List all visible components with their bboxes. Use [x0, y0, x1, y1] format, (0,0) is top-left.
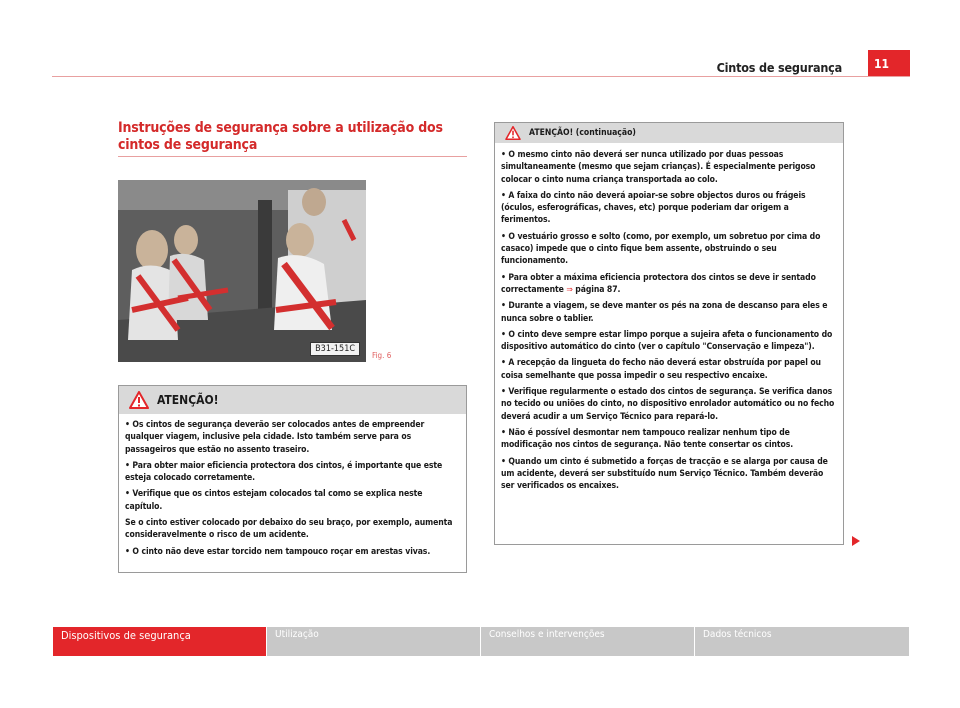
warning-item: • Não é possível desmontar nem tampouco realizar nenhum tipo de modificação nos cintos de segurança. Não tente consertar os cintos.: [501, 427, 794, 451]
warning-continued-header: [495, 123, 843, 143]
page-reference-arrow-icon: ⇒: [566, 284, 573, 295]
warning-item: • Quando um cinto é submetido a forças de tracção e se alarga por causa de um acidente, deverá ser substituído num Serviço Técnico. Também deverão ser verificados os encaixes.: [501, 456, 828, 492]
warning-item: • Verifique regularmente o estado dos cintos de segurança. Se verifica danos no tecido ou uniões do cinto, no dispositivo enrolador automático ou no fecho deverá acudir a um Serviço Técnico para repará-lo.: [501, 387, 835, 422]
warning-triangle-icon: [129, 391, 149, 409]
footer-tab-advice[interactable]: Conselhos e intervenções: [481, 627, 694, 656]
warning-item: Se o cinto estiver colocado por debaixo do seu braço, por exemplo, aumenta consideravelmente o risco de um acidente.: [125, 518, 453, 541]
warning-header: [119, 386, 466, 414]
warning-item-text: • Para obter a máxima eficiencia protectora dos cintos se deve ir sentado correctamente: [501, 272, 816, 295]
figure-caption: Fig. 6: [372, 351, 392, 360]
warning-title: ATENÇÃO!: [157, 393, 219, 407]
warning-continued-title: ATENÇÃO! (continuação): [529, 128, 636, 138]
warning-item: • Os cintos de segurança deverão ser colocados antes de empreender qualquer viagem, inclusive pela cidade. Isto também serve para os passageiros que estão no assento traseiro.: [125, 420, 425, 455]
figure-code: B31-151C: [310, 342, 360, 356]
warning-item: • O cinto deve sempre estar limpo porque a sujeira afeta o funcionamento do dispositivo automático do cinto (ver o capítulo "Conservação e limpeza").: [501, 329, 833, 353]
page-number: 11: [868, 50, 910, 77]
footer-tab-technical-data[interactable]: Dados técnicos: [695, 627, 909, 656]
continue-arrow-icon: [852, 536, 860, 546]
page-heading: Instruções de segurança sobre a utilização dos cintos de segurança: [118, 120, 443, 153]
warning-item: • O mesmo cinto não deverá ser nunca utilizado por duas pessoas simultaneamente (mesmo que sejam crianças). É especialmente perigoso colocar o cinto numa criança transportada ao colo.: [501, 150, 816, 185]
warning-item: • Verifique que os cintos estejam colocados tal como se explica neste capítulo.: [125, 489, 423, 512]
figure-image: [118, 180, 366, 362]
warning-triangle-icon: [505, 126, 521, 140]
warning-item: • A recepção da lingueta do fecho não deverá estar obstruída por papel ou coisa semelhante que possa impedir o seu respectivo encaixe.: [501, 358, 821, 381]
header-rule: [52, 76, 910, 77]
warning-item: • A faixa do cinto não deverá apoiar-se sobre objectos duros ou frágeis (óculos, esferográficas, chaves, etc) porque poderiam dar origem a ferimentos.: [501, 190, 806, 226]
heading-rule: [118, 156, 467, 157]
warning-item: • O vestuário grosso e solto (como, por exemplo, um sobretuo por cima do casaco) impede que o cinto fique bem assente, obstruindo o seu funcionamento.: [501, 231, 821, 267]
warning-item: • Para obter maior eficiencia protectora dos cintos, é importante que este esteja colocado corretamente.: [125, 460, 443, 484]
warning-box: [118, 385, 467, 573]
warning-continued-box: [494, 122, 844, 545]
page-reference-link[interactable]: página 87.: [572, 284, 621, 295]
warning-item: • O cinto não deve estar torcido nem tampouco roçar em arestas vivas.: [125, 546, 431, 557]
car-interior-illustration: [118, 180, 366, 362]
footer-tab-safety[interactable]: Dispositivos de segurança: [53, 627, 266, 656]
section-title: Cintos de segurança: [716, 60, 842, 75]
warning-item: • Durante a viagem, se deve manter os pés na zona de descanso para eles e nunca sobre o tablier.: [501, 301, 828, 324]
warning-item: [501, 272, 837, 297]
warning-body: [119, 414, 466, 558]
warning-continued-body: [495, 143, 843, 492]
footer-tab-use[interactable]: Utilização: [267, 627, 480, 656]
